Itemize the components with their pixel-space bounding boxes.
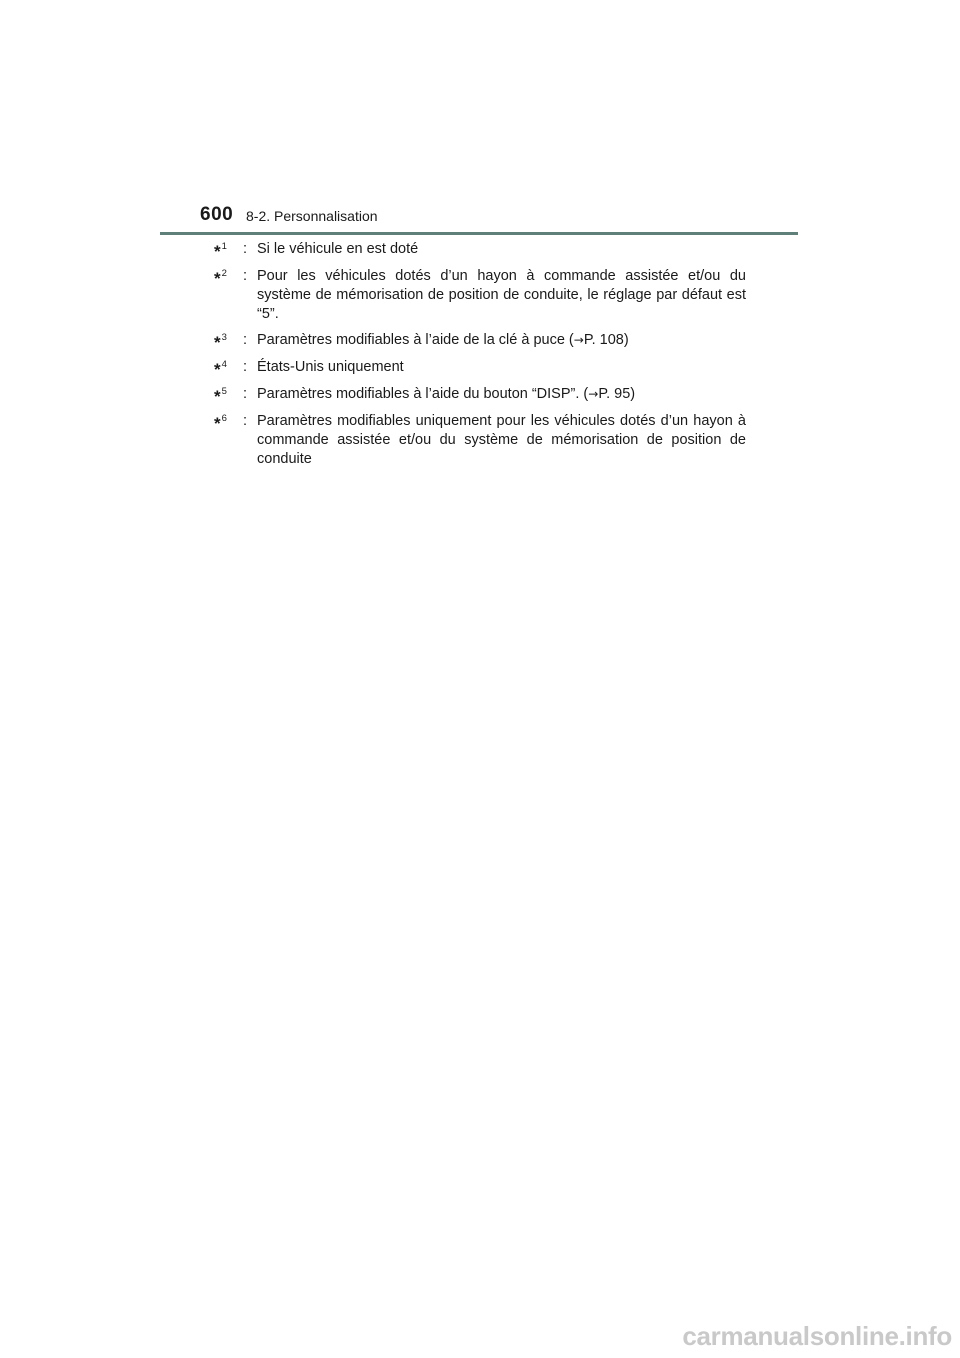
page-number: 600 (200, 204, 234, 225)
section-title: 8-2. Personnalisation (246, 208, 378, 224)
footnote-2 (214, 267, 746, 324)
footnote-3 (214, 331, 746, 353)
footnote-number: 2 (221, 268, 227, 279)
footnote-colon: : (243, 413, 248, 429)
asterisk-icon: * (214, 242, 221, 261)
footnote-text: Si le véhicule en est doté (257, 241, 419, 257)
footnote-colon: : (243, 359, 248, 375)
footnote-text (257, 385, 746, 404)
footnote-number: 5 (221, 386, 227, 397)
footnote-colon: : (243, 241, 248, 257)
footnote-marker (214, 240, 243, 262)
watermark-logo: carmanualsonline.info (682, 1321, 952, 1351)
asterisk-icon: * (214, 414, 221, 433)
footnote-text: Pour les véhicules dotés d’un hayon à commande assistée et/ou du système de mémorisation de position de conduite, le réglage par défaut est “5”. (257, 268, 746, 322)
header-rule (160, 232, 798, 235)
right-arrow-icon: → (588, 387, 599, 401)
asterisk-icon: * (214, 269, 221, 288)
footnote-marker (214, 331, 243, 353)
footnote-number: 3 (221, 332, 227, 343)
footnote-number: 1 (221, 241, 227, 252)
footnote-marker (214, 385, 243, 407)
footnote-number: 4 (221, 359, 227, 370)
footnote-text: États-Unis uniquement (257, 359, 404, 375)
footnote-text-before: Paramètres modifiables à l’aide de la clé à puce ( (257, 332, 574, 348)
footnote-text: Paramètres modifiables uniquement pour les véhicules dotés d’un hayon à commande assistée et/ou du système de mémorisation de position de conduite (257, 413, 746, 467)
asterisk-icon: * (214, 333, 221, 352)
footnote-4 (214, 358, 746, 380)
footnote-6 (214, 412, 746, 469)
footnote-colon: : (243, 386, 248, 402)
footnote-marker (214, 412, 243, 434)
footnote-colon: : (243, 268, 248, 284)
right-arrow-icon: → (573, 333, 584, 347)
footnote-marker (214, 358, 243, 380)
footnote-1 (214, 240, 746, 262)
page-reference: P. 108) (583, 332, 629, 348)
footnote-text (257, 331, 746, 350)
footnote-colon: : (243, 332, 248, 348)
footnote-text-before: Paramètres modifiables à l’aide du bouton “DISP”. ( (257, 386, 589, 402)
footnote-marker (214, 267, 243, 289)
asterisk-icon: * (214, 387, 221, 406)
page-reference: P. 95) (598, 386, 636, 402)
footnote-5 (214, 385, 746, 407)
footnote-list (214, 240, 746, 474)
asterisk-icon: * (214, 360, 221, 379)
footnote-number: 6 (221, 413, 227, 424)
